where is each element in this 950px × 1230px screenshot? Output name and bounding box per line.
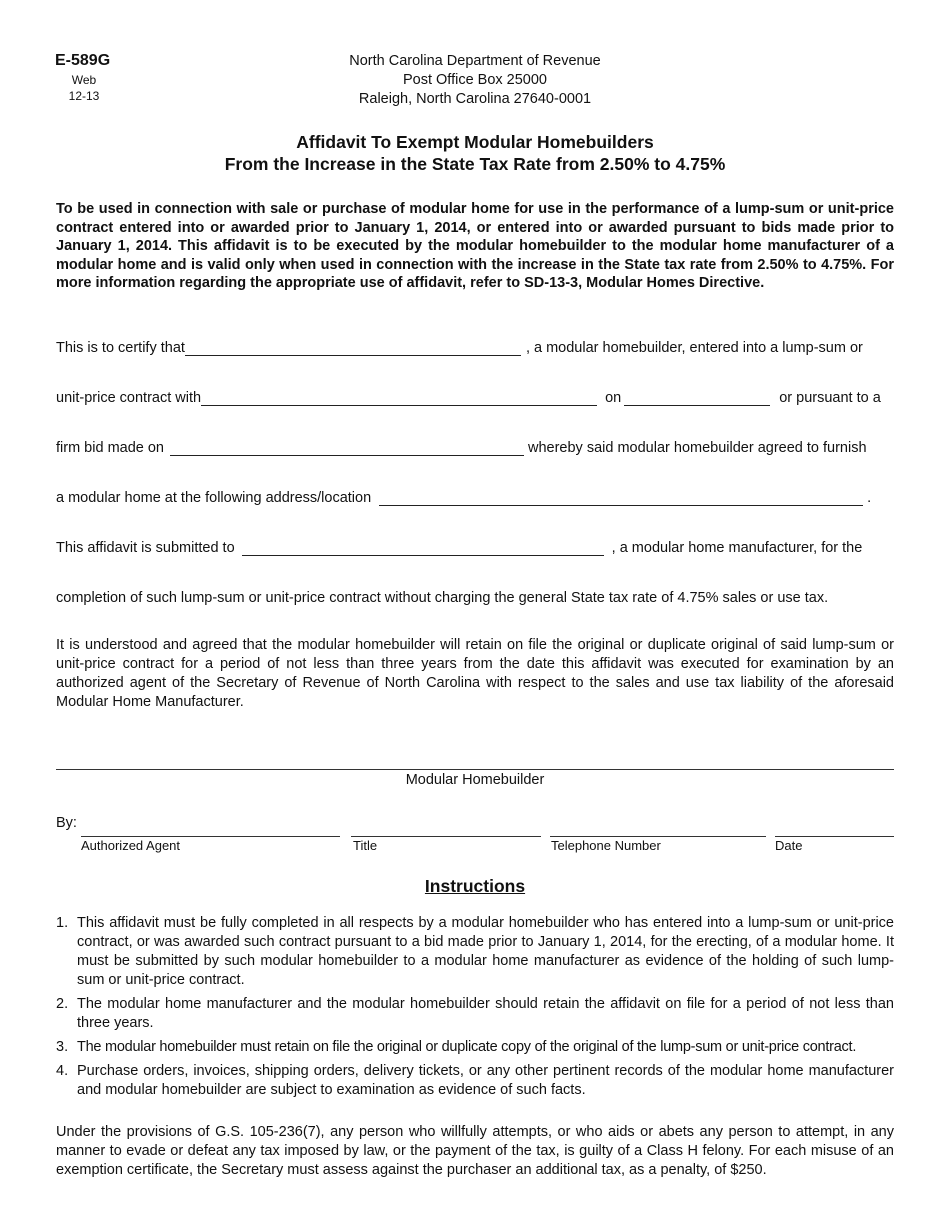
certify-label: whereby said modular homebuilder agreed to furnish xyxy=(528,440,867,456)
contract-date-field[interactable] xyxy=(624,391,770,406)
date-field[interactable] xyxy=(775,836,894,837)
certify-label: This is to certify that xyxy=(56,340,185,356)
agreement-paragraph: It is understood and agreed that the modular homebuilder will retain on file the original or duplicate original of said lump-sum or unit-price contract for a period of not less than three years from the date this affidavit was executed for examination by an authorized agent of the Secretary of Revenue of North Carolina with respect to the sales and use tax liability of the aforesaid Modular Home Manufacturer. xyxy=(56,637,894,710)
instructions-heading: Instructions xyxy=(424,876,526,896)
title-label: Title xyxy=(353,838,378,853)
instruction-text: Purchase orders, invoices, shipping orders, delivery tickets, or any other pertinent records of the modular home manufacturer and modular homebuilder are subject to examination as evidence of such facts. xyxy=(77,1063,894,1098)
instruction-item xyxy=(56,995,894,1033)
instruction-text: The modular home manufacturer and the modular homebuilder should retain the affidavit on file for a period of not less than three years. xyxy=(77,996,894,1031)
certify-label: firm bid made on xyxy=(56,440,164,456)
address-location-field[interactable] xyxy=(379,491,863,506)
intro-paragraph: To be used in connection with sale or purchase of modular home for use in the performance of a lump-sum or unit-price contract entered into or awarded prior to January 1, 2014, or entered into or awarded pursuant to bids made prior to January 1, 2014. This affidavit is to be executed by the modular homebuilder to the modular home manufacturer of a modular home and is valid only when used in connection with the increase in the State tax rate from 2.50% to 4.75%. For more information regarding the appropriate use of affidavit, refer to SD-13-3, Modular Homes Directive. xyxy=(56,201,894,292)
certify-label: , a modular homebuilder, entered into a lump-sum or xyxy=(525,340,863,356)
title-field[interactable] xyxy=(351,836,541,837)
telephone-field[interactable] xyxy=(550,836,766,837)
instruction-item xyxy=(56,1038,894,1057)
form-title xyxy=(0,131,950,175)
instruction-text: The modular homebuilder must retain on file the original or duplicate copy of the original of the lump-sum or unit-price contract. xyxy=(77,1039,857,1055)
bid-date-field[interactable] xyxy=(170,441,524,456)
certify-row-6 xyxy=(56,586,894,606)
certify-label: , a modular home manufacturer, for the xyxy=(611,540,863,556)
instruction-number: 3. xyxy=(56,1039,69,1055)
contract-party-field[interactable] xyxy=(201,391,597,406)
certify-label: completion of such lump-sum or unit-price contract without charging the general State tax rate of 4.75% sales or use tax. xyxy=(56,590,829,606)
certify-label: on xyxy=(605,390,622,406)
instructions-list xyxy=(56,914,894,1105)
authorized-agent-label: Authorized Agent xyxy=(81,838,181,853)
homebuilder-label: Modular Homebuilder xyxy=(405,772,545,788)
certify-label: . xyxy=(867,490,872,506)
certify-row-4 xyxy=(56,486,894,506)
instruction-number: 2. xyxy=(56,996,69,1012)
instruction-item xyxy=(56,1062,894,1100)
authorized-agent-field[interactable] xyxy=(81,836,340,837)
certify-label: a modular home at the following address/location xyxy=(56,490,372,506)
certify-row-3 xyxy=(56,436,894,456)
homebuilder-signature-line[interactable] xyxy=(56,769,894,770)
certify-row-2 xyxy=(56,386,894,406)
instruction-number: 1. xyxy=(56,915,69,931)
instruction-item xyxy=(56,914,894,990)
telephone-label: Telephone Number xyxy=(551,838,661,853)
form-code: E-589G xyxy=(55,52,111,69)
instruction-text: This affidavit must be fully completed in all respects by a modular homebuilder who has entered into a lump-sum or unit-price contract, or was awarded such contract pursuant to a bid made prior to January 1, 2014, for the erecting, of a modular home. It must be submitted by such modular homebuilder to a modular home manufacturer as evidence of the holding of such lump-sum or unit-price contract. xyxy=(77,915,894,988)
agency-line: Post Office Box 25000 xyxy=(402,72,548,88)
agency-line: Raleigh, North Carolina 27640-0001 xyxy=(358,91,592,107)
manufacturer-name-field[interactable] xyxy=(242,541,604,556)
certify-row-1 xyxy=(56,336,894,356)
title-line-2: From the Increase in the State Tax Rate from 2.50% to 4.75% xyxy=(224,154,726,174)
certify-row-5 xyxy=(56,536,894,556)
date-label: Date xyxy=(775,838,803,853)
certify-label: This affidavit is submitted to xyxy=(56,540,235,556)
title-line-1: Affidavit To Exempt Modular Homebuilders xyxy=(296,132,654,152)
by-label: By: xyxy=(56,815,77,831)
certify-label: unit-price contract with xyxy=(56,390,202,406)
homebuilder-name-field[interactable] xyxy=(185,341,521,356)
agency-address xyxy=(0,52,950,109)
agency-line: North Carolina Department of Revenue xyxy=(349,53,601,69)
certify-label: or pursuant to a xyxy=(779,390,881,406)
form-date-label: 12-13 xyxy=(68,89,100,103)
penalty-paragraph: Under the provisions of G.S. 105-236(7), any person who willfully attempts, or who aids or abets any person to attempt, in any manner to evade or defeat any tax imposed by law, or the payment of the tax, is guilty of a Class H felony. For each misuse of an exemption certificate, the Secretary must assess against the purchaser an additional tax, as a penalty, of $250. xyxy=(56,1124,894,1178)
form-web-label: Web xyxy=(71,73,97,87)
instruction-number: 4. xyxy=(56,1063,69,1079)
